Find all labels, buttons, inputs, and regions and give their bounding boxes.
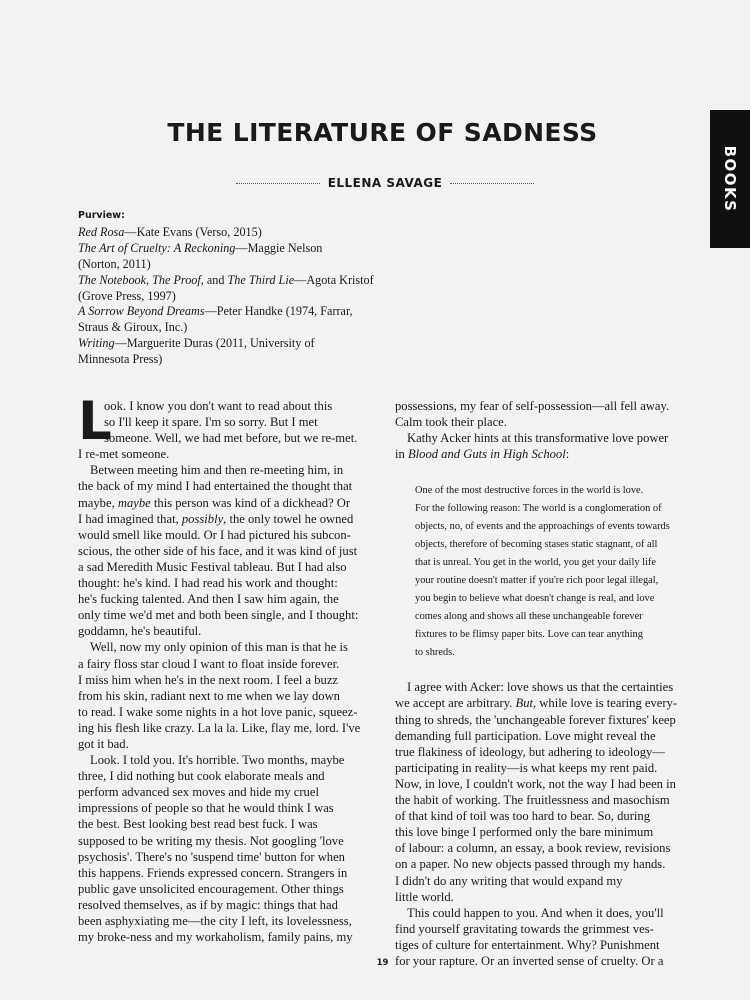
text-line: possessions, my fear of self-possession—all fell away. — [395, 399, 670, 413]
purview-entry-cont: Minnesota Press) — [78, 352, 163, 367]
text-line: public gave unsolicited encouragement. Other things — [78, 881, 344, 896]
text-line: from his skin, radiant next to me when we lay down — [78, 688, 340, 703]
text-line: would smell like mould. Or I had pictured his subcon- — [78, 527, 351, 542]
quote-line: One of the most destructive forces in the world is love. — [415, 485, 644, 497]
text-line: of labour: a column, an essay, a book review, revisions — [395, 841, 671, 856]
text-line: only time we'd met and both been single, and I thought: — [78, 608, 359, 623]
text-line: for your rapture. Or an inverted sense of cruelty. Or a — [395, 953, 664, 968]
quote-line: objects, no, of events and the approachings of events towards — [415, 521, 670, 533]
text-line: Kathy Acker hints at this transformative love power — [407, 431, 669, 446]
author-name: ELLENA SAVAGE — [327, 176, 443, 190]
purview-label: Purview: — [78, 210, 125, 221]
text-line: we accept are arbitrary. But, while love is tearing every- — [395, 696, 678, 711]
text-line: find yourself gravitating towards the grimmest ves- — [395, 921, 654, 936]
text-line: to read. I wake some nights in a hot love panic, squeez- — [78, 704, 358, 719]
text-line: perform advanced sex moves and hide my cruel — [78, 785, 319, 800]
text-line: Well, now my only opinion of this man is that he is — [90, 640, 348, 655]
text-line: scious, the other side of his face, and it was kind of just — [78, 543, 358, 558]
text-line: Look. I told you. It's horrible. Two months, maybe — [90, 753, 345, 768]
text-line: Calm took their place. — [395, 415, 507, 430]
text-line: this love binge I performed only the bare minimum — [395, 825, 654, 840]
text-line: someone. Well, we had met before, but we re-met. — [104, 431, 358, 446]
text-line: impressions of people so that he would think I was — [78, 801, 334, 816]
text-line: so I'll keep it spare. I'm so sorry. But I met — [104, 415, 318, 430]
section-tab-label: BOOKS — [721, 145, 739, 213]
text-line: psychosis'. There's no 'suspend time' button for when — [78, 849, 345, 864]
text-line: resolved themselves, as if by magic: things that had — [78, 897, 338, 912]
text-line: the best. Best looking best read best fuck. I was — [78, 817, 318, 832]
text-line: little world. — [395, 889, 454, 904]
quote-line: that is unreal. You get in the world, you get your daily life — [415, 557, 656, 569]
text-line: I re-met someone. — [78, 447, 170, 462]
text-line: of that kind of toil was too hard to bear. So, during — [395, 809, 650, 824]
purview-entry: The Art of Cruelty: A Reckoning—Maggie Nelson — [78, 240, 323, 255]
text-line: three, I did nothing but cook elaborate meals and — [78, 769, 325, 784]
text-line: demanding full participation. Love might reveal the — [395, 728, 656, 743]
text-line: I didn't do any writing that would expand my — [395, 873, 623, 888]
text-line: tiges of culture for entertainment. Why? Punishment — [395, 937, 660, 952]
text-line: the back of my mind I had entertained the thought that — [78, 479, 353, 494]
text-line: supposed to be writing my thesis. Not googling 'love — [78, 833, 344, 848]
quote-line: your routine doesn't matter if you're rich poor legal illegal, — [415, 575, 659, 587]
text-line: Between meeting him and then re-meeting him, in — [90, 463, 344, 478]
text-line: been asphyxiating me—the city I left, its lovelessness, — [78, 914, 352, 928]
article-title: THE LITERATURE OF SADNESS — [167, 118, 598, 147]
purview-entry: Red Rosa—Kate Evans (Verso, 2015) — [78, 224, 262, 239]
text-line: on a paper. No new objects passed through my hands. — [395, 857, 666, 872]
page-number: 19 — [376, 958, 389, 968]
text-line: I agree with Acker: love shows us that the certainties — [407, 680, 674, 695]
purview-entry-cont: (Grove Press, 1997) — [78, 288, 176, 303]
quote-line: comes along and shows all these unchangeable forever — [415, 611, 643, 623]
quote-line: to shreds. — [415, 647, 455, 659]
text-line: participating in reality—is what keeps my rent paid. — [395, 760, 658, 775]
text-line: he's fucking talented. And then I saw him again, the — [78, 592, 339, 607]
purview-entry: Writing—Marguerite Duras (2011, University of — [78, 336, 315, 351]
text-line: goddamn, he's beautiful. — [78, 624, 202, 639]
byline — [236, 176, 534, 190]
text-line: the habit of working. The fruitlessness and masochism — [395, 793, 670, 808]
byline-rule-left — [236, 183, 320, 184]
text-line: true flakiness of ideology, but adhering to ideology— — [395, 744, 665, 759]
text-line: thing to shreds, the 'unchangeable forever fixtures' keep — [395, 712, 676, 727]
purview-entry-cont: (Norton, 2011) — [78, 256, 151, 271]
text-line: ook. I know you don't want to read about this — [104, 399, 333, 413]
text-line: a fairy floss star cloud I want to float inside forever. — [78, 656, 340, 671]
byline-rule-right — [450, 183, 534, 184]
text-line: ing his flesh like crazy. La la la. Like, flay me, lord. I've — [78, 720, 361, 735]
quote-line: objects, therefore of becoming stases static stagnant, of all — [415, 539, 658, 551]
text-line: maybe, maybe this person was kind of a dickhead? Or — [78, 495, 351, 510]
text-line: a sad Meredith Music Festival tableau. But I had also — [78, 559, 347, 574]
quote-line: fixtures to be flimsy paper bits. Love can tear anything — [415, 629, 643, 641]
purview-list — [78, 208, 378, 368]
text-line: I miss him when he's in the next room. I feel a buzz — [78, 672, 339, 687]
text-line: got it bad. — [78, 736, 129, 751]
text-line: this happens. Friends expressed concern. Strangers in — [78, 865, 348, 880]
text-line: my broke-ness and my workaholism, family pains, my — [78, 930, 353, 945]
quote-line: For the following reason: The world is a conglomeration of — [415, 503, 662, 515]
quote-line: you begin to believe what doesn't change is real, and love — [415, 593, 655, 605]
text-line: in Blood and Guts in High School: — [395, 447, 570, 462]
text-line: This could happen to you. And when it does, you'll — [407, 905, 664, 920]
text-line: thought: he's kind. I had read his work and thought: — [78, 576, 338, 591]
body-column-right — [395, 398, 685, 969]
drop-cap: L — [78, 391, 112, 452]
body-column-left — [78, 391, 372, 945]
purview-entry-cont: Straus & Giroux, Inc.) — [78, 320, 188, 335]
text-line: I had imagined that, possibly, the only towel he owned — [78, 511, 354, 526]
block-quote — [415, 482, 685, 662]
purview-entry: A Sorrow Beyond Dreams—Peter Handke (1974, Farrar, — [78, 304, 353, 319]
text-line: Now, in love, I couldn't work, not the way I had been in — [395, 776, 676, 791]
purview-entry: The Notebook, The Proof, and The Third Lie—Agota Kristof — [78, 272, 374, 287]
